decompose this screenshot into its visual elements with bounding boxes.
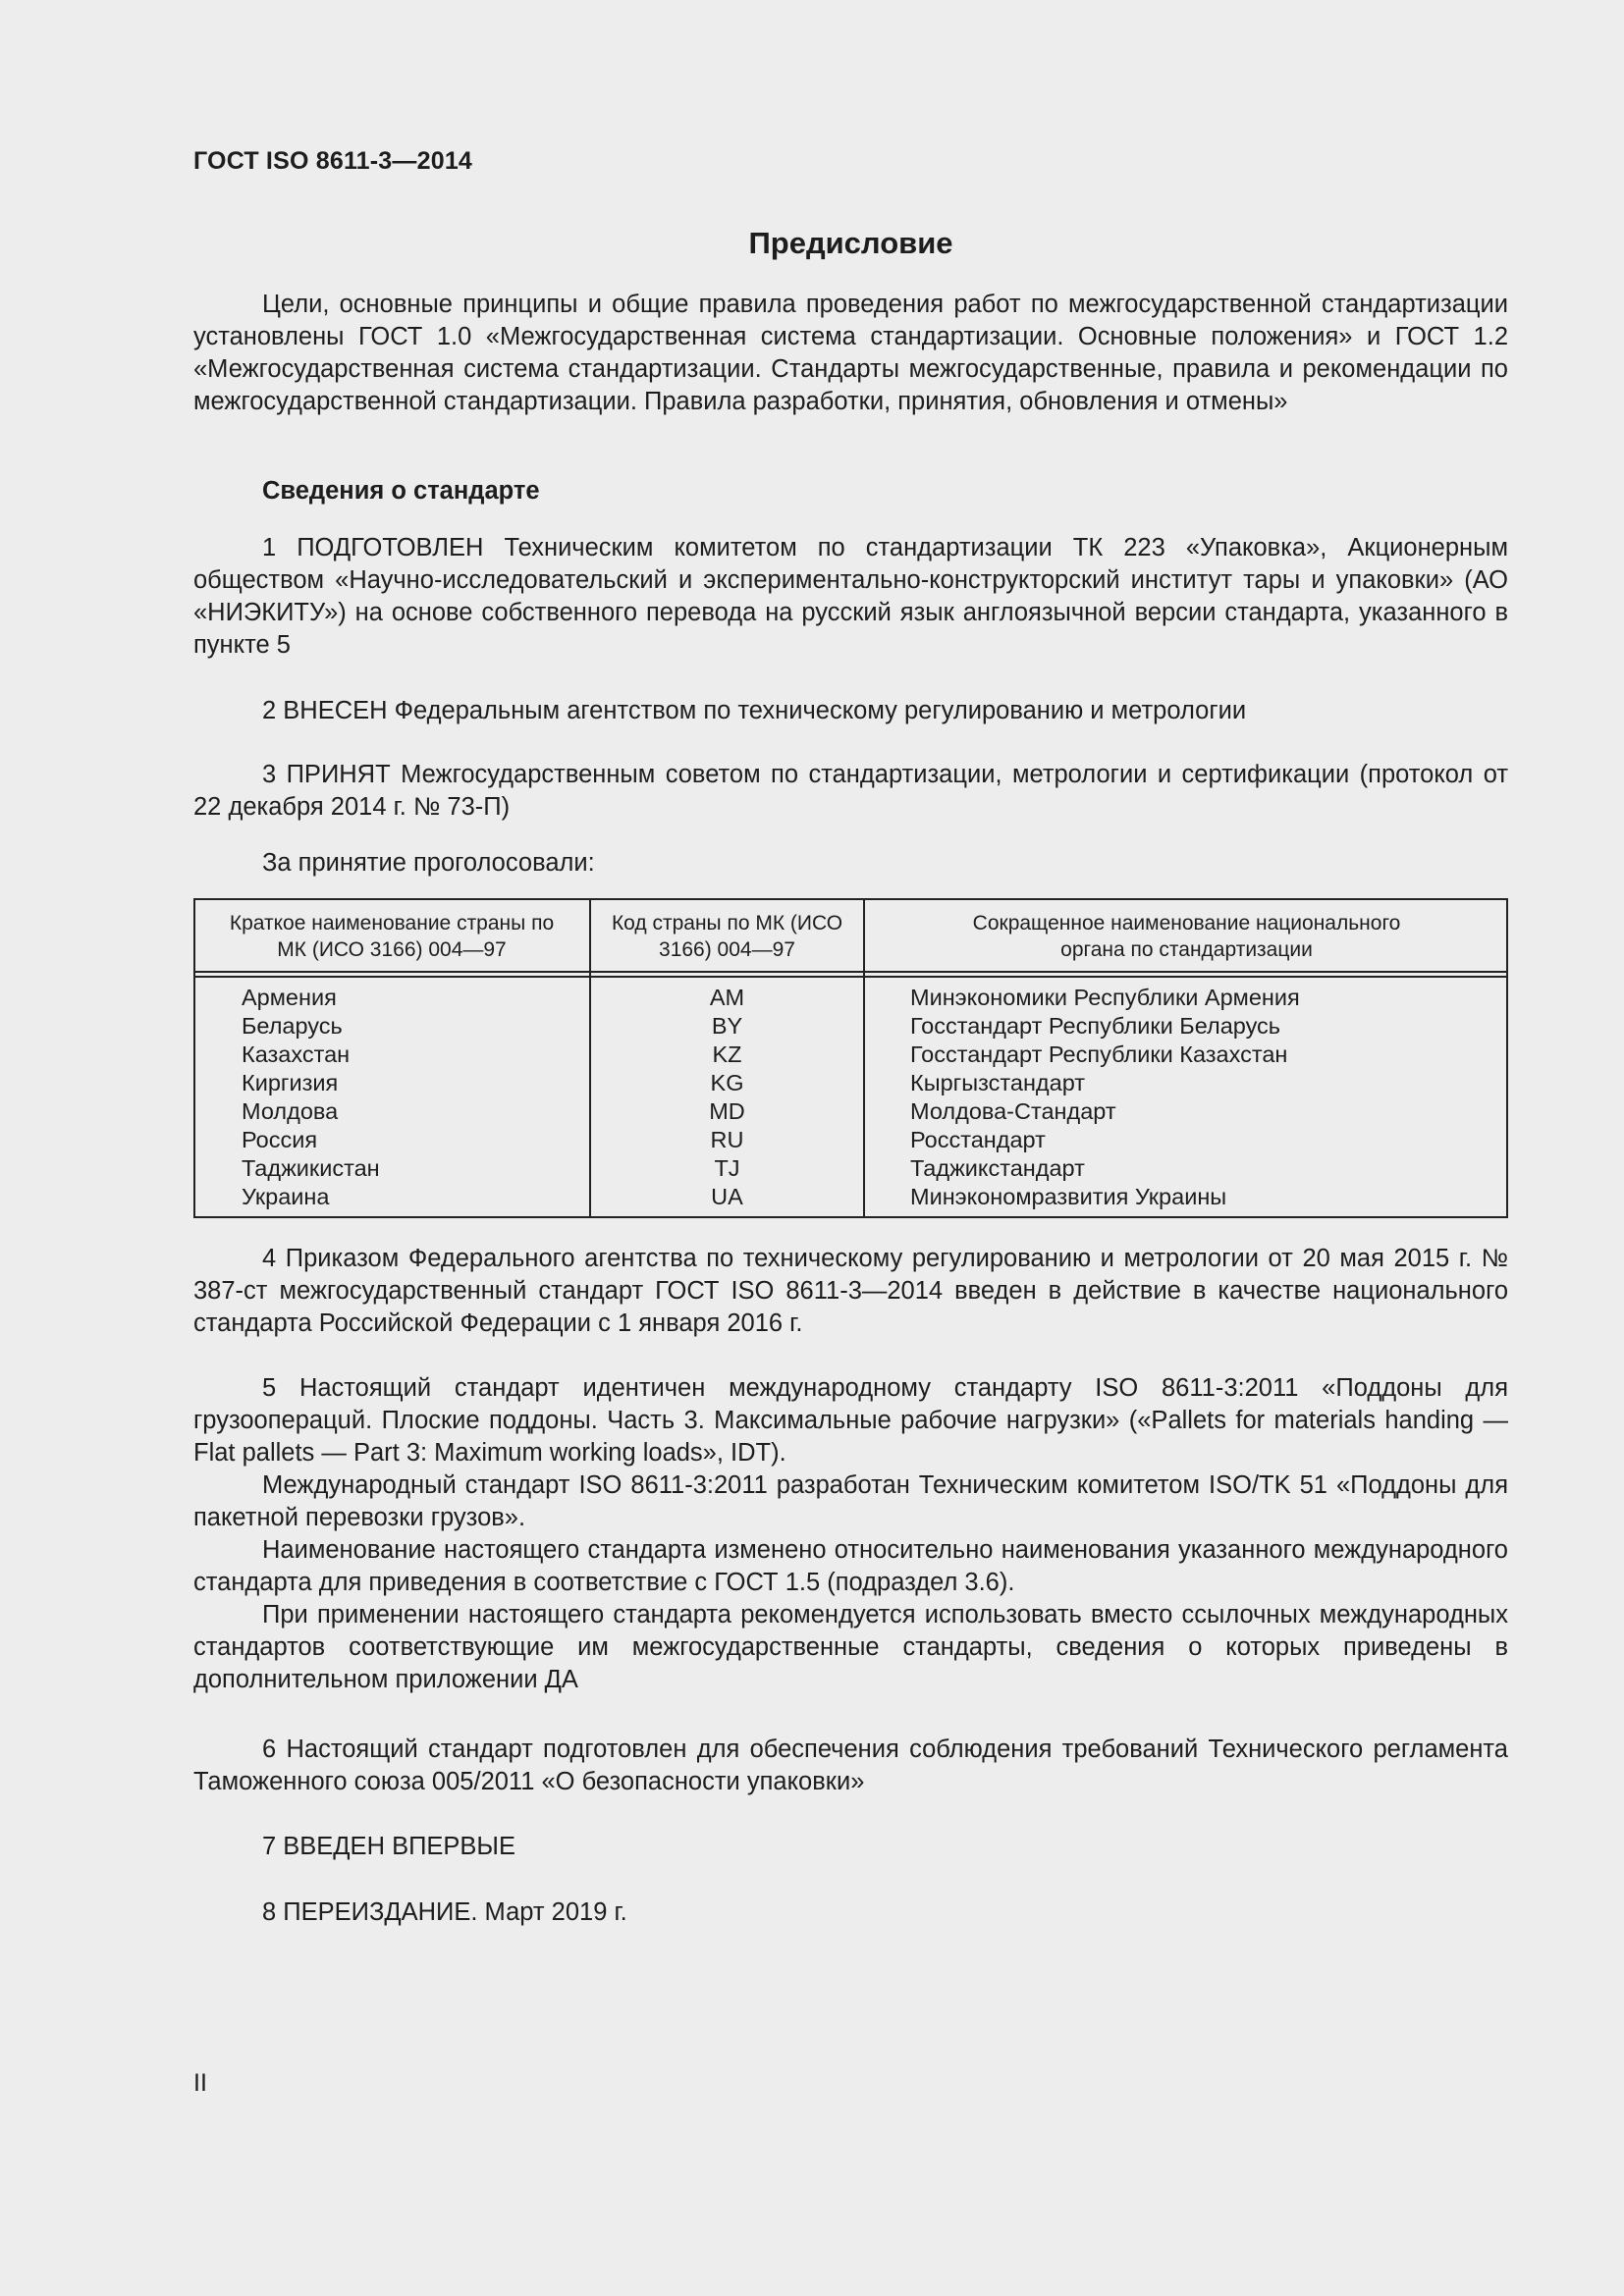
table-column-body: [910, 984, 1300, 1211]
vote-label: За принятие проголосовали:: [262, 849, 595, 877]
page-number: II: [193, 2069, 207, 2097]
table-column-country: [242, 984, 380, 1211]
table-cell-country: Казахстан: [242, 1041, 351, 1067]
table-cell-body: Госстандарт Республики Беларусь: [910, 1013, 1281, 1039]
table-cell-body: Росстандарт: [910, 1127, 1046, 1152]
table-cell-country: Украина: [242, 1184, 330, 1209]
table-cell-code: BY: [711, 1013, 743, 1039]
table-cell-country: Россия: [242, 1127, 318, 1152]
table-cell-body: Минэкономики Республики Армения: [910, 985, 1300, 1010]
item-3-paragraph: 3 ПРИНЯТ Межгосударственным советом по стандартизации, метрологии и сертификации (протокол от 22 декабря 2014 г. № 73-П): [193, 761, 1508, 821]
table-cell-body: Молдова-Стандарт: [910, 1098, 1116, 1124]
table-cell-country: Беларусь: [242, 1013, 343, 1039]
item-6-paragraph: 6 Настоящий стандарт подготовлен для обеспечения соблюдения требований Технического регламента Таможенного союза 005/2011 «О безопасности упаковки»: [193, 1735, 1508, 1795]
item-4-paragraph: 4 Приказом Федерального агентства по техническому регулированию и метрологии от 20 мая 2015 г. № 387-ст межгосударственный стандарт ГОСТ ISO 8611-3—2014 введен в действие в качестве национального стандарта Российской Федерации с 1 января 2016 г.: [193, 1245, 1508, 1337]
table-cell-code: KG: [710, 1070, 744, 1095]
table-cell-body: Кыргызстандарт: [910, 1070, 1086, 1095]
table-cell-body: Таджикстандарт: [910, 1155, 1085, 1181]
table-cell-country: Армения: [242, 985, 337, 1010]
table-cell-body: Минэкономразвития Украины: [910, 1184, 1227, 1209]
table-header-code: Код страны по МК (ИСО 3166) 004—97: [611, 912, 843, 961]
item-2-paragraph: 2 ВНЕСЕН Федеральным агентством по техническому регулированию и метрологии: [262, 697, 1247, 724]
intro-paragraph: Цели, основные принципы и общие правила проведения работ по межгосударственной стандартизации установлены ГОСТ 1.0 «Межгосударственная система стандартизации. Основные положения» и ГОСТ 1.2 «Межгосударственная система стандартизации. Стандарты межгосударственные, правила и рекомендации по межгосударственной стандартизации. Правила разработки, принятия, обновления и отмены»: [193, 291, 1508, 415]
table-cell-code: RU: [710, 1127, 744, 1152]
section-heading: Сведения о стандарте: [262, 477, 540, 505]
page-title: Предисловие: [748, 226, 953, 260]
table-cell-code: KZ: [712, 1041, 742, 1067]
item-7-paragraph: 7 ВВЕДЕН ВПЕРВЫЕ: [262, 1833, 516, 1860]
table-column-code: [591, 984, 863, 1211]
table-header-country: Краткое наименование страны по МК (ИСО 3166) 004—97: [229, 912, 555, 961]
table-cell-code: TJ: [714, 1155, 740, 1181]
document-id-header: ГОСТ ISO 8611-3—2014: [193, 147, 473, 175]
item-5-name-note: Наименование настоящего стандарта изменено относительно наименования указанного международного стандарта для приведения в соответствие с ГОСТ 1.5 (подраздел 3.6).: [193, 1536, 1508, 1596]
item-5-references-note: При применении настоящего стандарта рекомендуется использовать вместо ссылочных международных стандартов соответствующие им межгосударственные стандарты, сведения о которых приведены в дополнительном приложении ДА: [193, 1601, 1508, 1693]
table-cell-code: UA: [711, 1184, 743, 1209]
item-5-international-note: Международный стандарт ISO 8611-3:2011 разработан Техническим комитетом ISO/TK 51 «Поддоны для пакетной перевозки грузов».: [193, 1471, 1508, 1531]
table-cell-body: Госстандарт Республики Казахстан: [910, 1041, 1288, 1067]
table-divider: [195, 971, 1506, 973]
table-cell-code: AM: [709, 985, 745, 1010]
table-cell-country: Таджикистан: [242, 1155, 380, 1181]
table-divider: [195, 976, 1506, 978]
table-cell-code: MD: [709, 1098, 745, 1124]
table-cell-country: Молдова: [242, 1098, 339, 1124]
item-1-paragraph: 1 ПОДГОТОВЛЕН Техническим комитетом по стандартизации ТК 223 «Упаковка», Акционерным обществом «Научно-исследовательский и экспериментально-конструкторский институт тары и упаковки» (АО «НИЭКИТУ») на основе собственного перевода на русский язык англоязычной версии стандарта, указанного в пункте 5: [193, 534, 1508, 659]
table-header-body: Сокращенное наименование национального органа по стандартизации: [972, 912, 1401, 961]
item-5-paragraph: 5 Настоящий стандарт идентичен международному стандарту ISO 8611-3:2011 «Поддоны для грузооперацuй. Плоские поддоны. Часть 3. Максимальные рабочие нагрузки» («Pallets for materials handing — Flat pallets — Part 3: Maximum working loads», IDT).: [193, 1374, 1508, 1467]
voting-countries-table: [193, 898, 1508, 1218]
item-8-paragraph: 8 ПЕРЕИЗДАНИЕ. Март 2019 г.: [262, 1898, 627, 1926]
table-cell-country: Киргизия: [242, 1070, 339, 1095]
